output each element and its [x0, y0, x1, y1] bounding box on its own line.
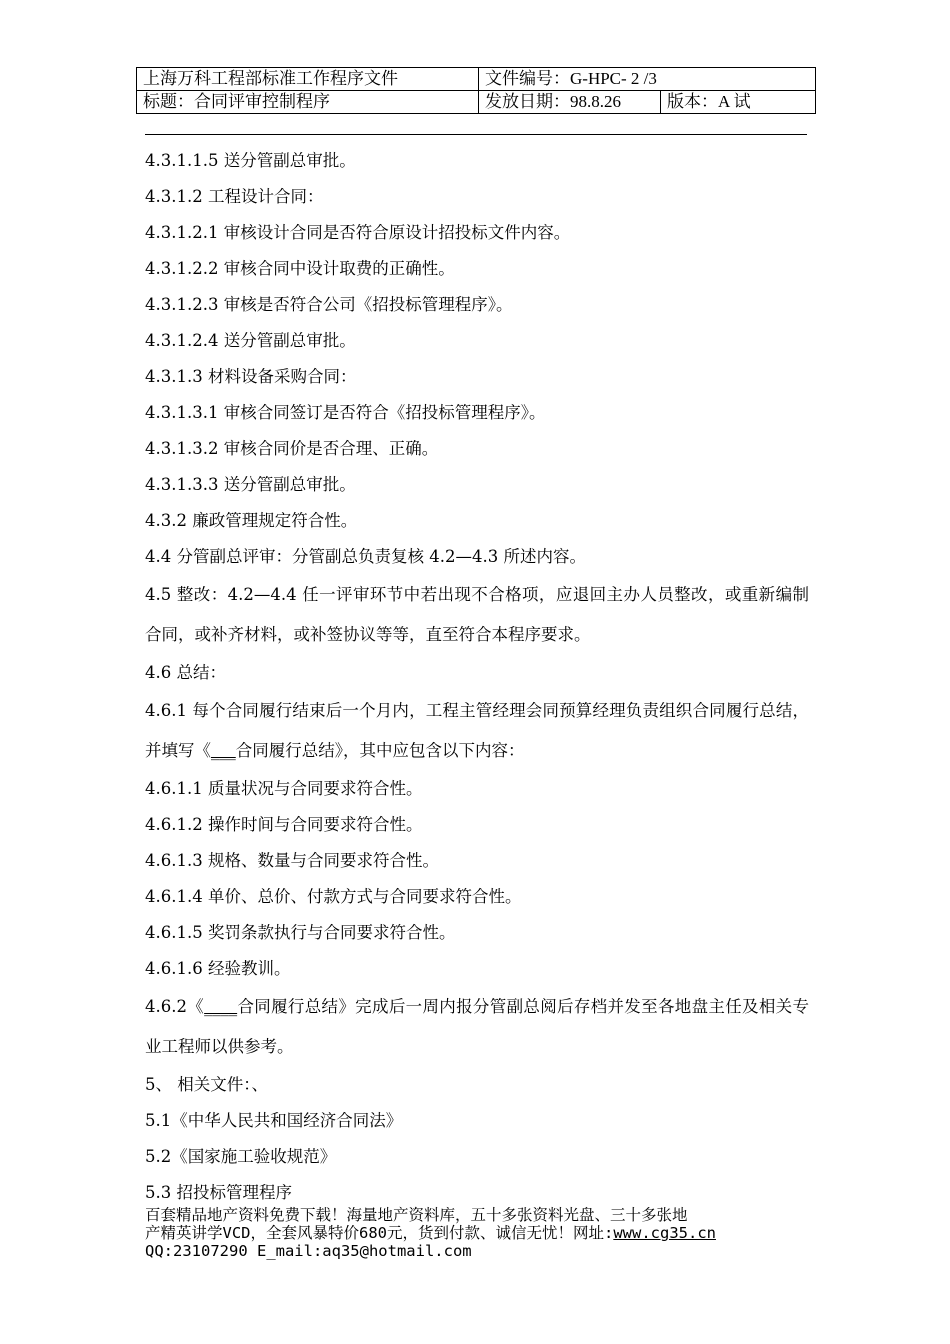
clause-5-2: 5.2《国家施工验收规范》 — [145, 1147, 337, 1166]
clause-4-6: 4.6 总结： — [145, 663, 226, 682]
website-link[interactable]: www.cg35.cn — [613, 1224, 716, 1242]
clause-4-6-1-3: 4.6.1.3 规格、数量与合同要求符合性。 — [145, 851, 439, 870]
clause-4-3-1-2-1: 4.3.1.2.1 审核设计合同是否符合原设计招投标文件内容。 — [145, 223, 571, 242]
clause-4-6-1-2: 4.6.1.2 操作时间与合同要求符合性。 — [145, 815, 423, 834]
clause-5-3: 5.3 招投标管理程序 — [145, 1183, 292, 1202]
clause-4-3-1-1-5: 4.3.1.1.5 送分管副总审批。 — [145, 151, 356, 170]
clause-5-1: 5.1《中华人民共和国经济合同法》 — [145, 1111, 403, 1130]
issue-date: 发放日期：98.8.26 — [479, 91, 661, 114]
footer-ad — [145, 1206, 811, 1260]
clause-4-3-1-2-3: 4.3.1.2.3 审核是否符合公司《招投标管理程序》。 — [145, 295, 513, 314]
blank-underline: ___ — [211, 741, 236, 760]
document-number: 文件编号：G-HPC- 2 /3 — [479, 68, 816, 91]
clause-4-3-1-3-1: 4.3.1.3.1 审核合同签订是否符合《招投标管理程序》。 — [145, 403, 546, 422]
section-5: 5、 相关文件：、 — [145, 1075, 268, 1094]
clause-4-3-1-2-2: 4.3.1.2.2 审核合同中设计取费的正确性。 — [145, 259, 455, 278]
clause-4-3-1-3: 4.3.1.3 材料设备采购合同： — [145, 367, 357, 386]
document-body — [145, 143, 809, 1211]
clause-4-4: 4.4 分管副总评审：分管副总负责复核 4.2—4.3 所述内容。 — [145, 547, 586, 566]
clause-4-6-2: 4.6.2《____合同履行总结》完成后一周内报分管副总阅后存档并发至各地盘主任及相关专业工程师以供参考。 — [145, 997, 810, 1056]
company-title: 上海万科工程部标准工作程序文件 — [137, 68, 479, 91]
clause-4-3-1-3-2: 4.3.1.3.2 审核合同价是否合理、正确。 — [145, 439, 439, 458]
document-header-table — [136, 67, 816, 114]
footer-line-1: 百套精品地产资料免费下载！海量地产资料库，五十多张资料光盘、三十多张地 — [145, 1206, 688, 1224]
footer-line-2: 产精英讲学VCD，全套风暴特价680元，货到付款、诚信无忧！网址:www.cg35.cn — [145, 1224, 716, 1242]
document-title: 标题：合同评审控制程序 — [137, 91, 479, 114]
clause-4-6-1-1: 4.6.1.1 质量状况与合同要求符合性。 — [145, 779, 423, 798]
blank-underline: ____ — [204, 997, 238, 1016]
clause-4-6-1-4: 4.6.1.4 单价、总价、付款方式与合同要求符合性。 — [145, 887, 522, 906]
clause-4-3-1-3-3: 4.3.1.3.3 送分管副总审批。 — [145, 475, 356, 494]
version: 版本：A 试 — [661, 91, 816, 114]
header-divider — [145, 134, 807, 135]
clause-4-6-1-6: 4.6.1.6 经验教训。 — [145, 959, 291, 978]
clause-4-6-1-5: 4.6.1.5 奖罚条款执行与合同要求符合性。 — [145, 923, 456, 942]
clause-4-3-1-2-4: 4.3.1.2.4 送分管副总审批。 — [145, 331, 356, 350]
footer-contact: QQ:23107290 E_mail:aq35@hotmail.com — [145, 1242, 472, 1260]
clause-4-5: 4.5 整改：4.2—4.4 任一评审环节中若出现不合格项，应退回主办人员整改，或重新编制合同，或补齐材料，或补签协议等等，直至符合本程序要求。 — [145, 585, 809, 644]
clause-4-3-1-2: 4.3.1.2 工程设计合同： — [145, 187, 324, 206]
clause-4-6-1: 4.6.1 每个合同履行结束后一个月内，工程主管经理会同预算经理负责组织合同履行总结，并填写《___合同履行总结》，其中应包含以下内容： — [145, 701, 809, 760]
clause-4-3-2: 4.3.2 廉政管理规定符合性。 — [145, 511, 358, 530]
